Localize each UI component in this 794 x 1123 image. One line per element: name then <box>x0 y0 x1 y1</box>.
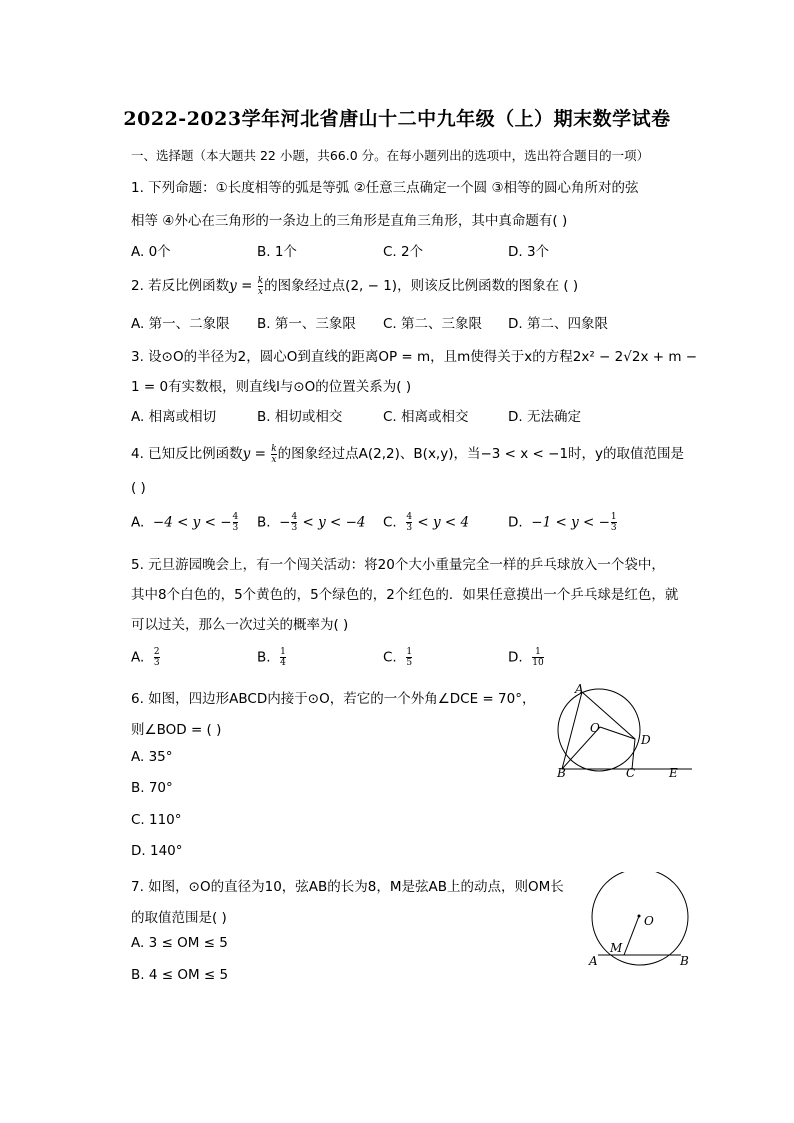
q2-frac-den: x <box>257 286 263 297</box>
q4-b-frac <box>291 512 297 533</box>
q4-option-d <box>508 512 618 533</box>
q4-option-b <box>257 512 366 533</box>
q4-option-a <box>131 512 239 533</box>
q5-option-d <box>508 647 545 668</box>
q3-option-b: B. 相切或相交 <box>257 409 343 425</box>
q4-b-label: B. <box>257 514 271 531</box>
q4-c-post: < y < 4 <box>413 514 470 531</box>
q1-option-b: B. 1个 <box>257 244 297 260</box>
q7-label-o: O <box>644 914 654 928</box>
q5-a-label: A. <box>131 649 145 666</box>
q4-a-pre: −4 < y < − <box>152 514 232 531</box>
q6-option-a: A. 35° <box>131 749 173 765</box>
q1-option-d: D. 3个 <box>508 244 550 260</box>
q4-option-c <box>383 512 469 533</box>
q6-option-d: D. 140° <box>131 843 183 859</box>
q3-line2: 1 = 0有实数根，则直线l与⊙O的位置关系为( ) <box>131 379 412 395</box>
q5-c-label: C. <box>383 649 397 666</box>
q7-line2: 的取值范围是( ) <box>131 910 227 926</box>
q5-d-frac <box>532 647 543 668</box>
q2-option-c: C. 第二、三象限 <box>383 316 483 332</box>
q4-d-frac <box>611 512 617 533</box>
q7-option-a: A. 3 ≤ OM ≤ 5 <box>131 935 228 951</box>
q5-c-den: 5 <box>406 658 413 668</box>
q4-b-den: 3 <box>291 523 298 533</box>
q6-label-b: B <box>557 766 566 780</box>
q7-label-a: A <box>589 954 598 968</box>
q5-option-b <box>257 647 287 668</box>
q4-b-post: < y < −4 <box>298 514 366 531</box>
q7-circle <box>592 872 688 965</box>
q4-d-pre: −1 < y < − <box>531 514 610 531</box>
q6-line2: 则∠BOD = ( ) <box>131 722 222 738</box>
q2-option-b: B. 第一、三象限 <box>257 316 356 332</box>
q4-a-den: 3 <box>232 523 239 533</box>
q5-b-frac <box>280 647 286 668</box>
q6-label-c: C <box>626 766 636 780</box>
q2-func: y = <box>229 278 257 294</box>
q3-option-a: A. 相离或相切 <box>131 409 217 425</box>
q2-pre: 2. 若反比例函数 <box>131 278 230 294</box>
q5-b-label: B. <box>257 649 271 666</box>
q5-option-c <box>383 647 413 668</box>
q5-b-num: 1 <box>280 647 286 657</box>
q6-label-e: E <box>669 766 678 780</box>
q4-d-num: 1 <box>610 512 617 522</box>
q7-option-b: B. 4 ≤ OM ≤ 5 <box>131 967 229 983</box>
q4-c-frac <box>406 512 412 533</box>
q6-label-o: O <box>590 721 600 735</box>
q7-label-b: B <box>680 954 689 968</box>
q5-option-a <box>131 647 161 668</box>
q5-a-frac <box>154 647 160 668</box>
q5-d-num: 1 <box>535 647 541 657</box>
q5-d-label: D. <box>508 649 523 666</box>
q4-c-den: 3 <box>406 523 413 533</box>
q1-line2: 相等 ④外心在三角形的一条边上的三角形是直角三角形，其中真命题有( ) <box>131 213 568 229</box>
q5-line3: 可以过关，那么一次过关的概率为( ) <box>131 617 349 633</box>
q4-fraction <box>271 444 276 465</box>
q4-line1 <box>131 442 684 465</box>
q4-b-num: 4 <box>291 512 298 522</box>
page-title: 2022-2023学年河北省唐山十二中九年级（上）期末数学试卷 <box>123 108 671 130</box>
q5-d-den: 10 <box>532 658 544 668</box>
q7-line1: 7. 如图，⊙O的直径为10，弦AB的长为8，M是弦AB上的动点，则OM长 <box>131 879 564 895</box>
q5-line2: 其中8个白色的，5个黄色的，5个绿色的，2个红色的．如果任意摸出一个乒乓球是红色，就 <box>131 587 679 603</box>
q2-option-d: D. 第二、四象限 <box>508 316 608 332</box>
q3-option-c: C. 相离或相交 <box>383 409 469 425</box>
q5-c-num: 1 <box>406 647 413 657</box>
q1-option-c: C. 2个 <box>383 244 424 260</box>
q5-b-den: 4 <box>280 658 286 668</box>
q2-frac-num: k <box>257 275 264 286</box>
q7-figure <box>585 872 695 970</box>
q4-a-num: 4 <box>232 512 239 522</box>
q3-option-d: D. 无法确定 <box>508 409 581 425</box>
q4-c-label: C. <box>383 514 397 531</box>
q4-post: 的图象经过点A(2,2)、B(x,y)，当−3 < x < −1时，y的取值范围是 <box>277 446 685 462</box>
q7-label-m: M <box>610 941 623 955</box>
section-heading: 一、选择题（本大题共 22 小题，共66.0 分。在每小题列出的选项中，选出符合题目的一项） <box>131 148 650 163</box>
q4-frac-den: x <box>271 454 277 465</box>
q7-segment-om <box>624 916 639 955</box>
q5-a-num: 2 <box>153 647 160 657</box>
q6-label-d: D <box>641 733 651 747</box>
q6-line-od <box>600 727 635 739</box>
q7-center-dot <box>638 915 641 918</box>
q6-option-c: C. 110° <box>131 812 182 828</box>
q4-b-pre: − <box>279 514 291 531</box>
q6-label-a: A <box>575 682 584 696</box>
q5-a-den: 3 <box>153 658 160 668</box>
q1-option-a: A. 0个 <box>131 244 171 260</box>
q6-figure <box>552 680 697 780</box>
q4-frac-num: k <box>271 443 277 454</box>
q2-post: 的图象经过点(2, − 1)，则该反比例函数的图象在 ( ) <box>264 278 579 294</box>
q4-pre: 4. 已知反比例函数 <box>131 446 243 462</box>
q2-fraction <box>258 276 263 297</box>
q3-line1: 3. 设⊙O的半径为2，圆心O到直线的距离OP = m，且m使得关于x的方程2x² − 2√2x + m − <box>131 349 698 365</box>
q4-func: y = <box>242 446 271 462</box>
q4-a-frac <box>233 512 239 533</box>
q6-option-b: B. 70° <box>131 780 173 796</box>
q5-c-frac <box>406 647 412 668</box>
q4-line2: ( ) <box>131 480 146 496</box>
q4-d-label: D. <box>508 514 523 531</box>
q6-line1: 6. 如图，四边形ABCD内接于⊙O，若它的一个外角∠DCE = 70°， <box>131 691 536 707</box>
q4-a-label: A. <box>131 514 145 531</box>
q2-line1 <box>131 274 578 297</box>
q4-d-den: 3 <box>610 523 617 533</box>
q1-line1: 1. 下列命题：①长度相等的弧是等弧 ②任意三点确定一个圆 ③相等的圆心角所对的弦 <box>131 180 639 196</box>
q4-c-num: 4 <box>406 512 413 522</box>
q2-option-a: A. 第一、二象限 <box>131 316 230 332</box>
q5-line1: 5. 元旦游园晚会上，有一个闯关活动：将20个大小重量完全一样的乒乓球放入一个袋中， <box>131 557 665 573</box>
